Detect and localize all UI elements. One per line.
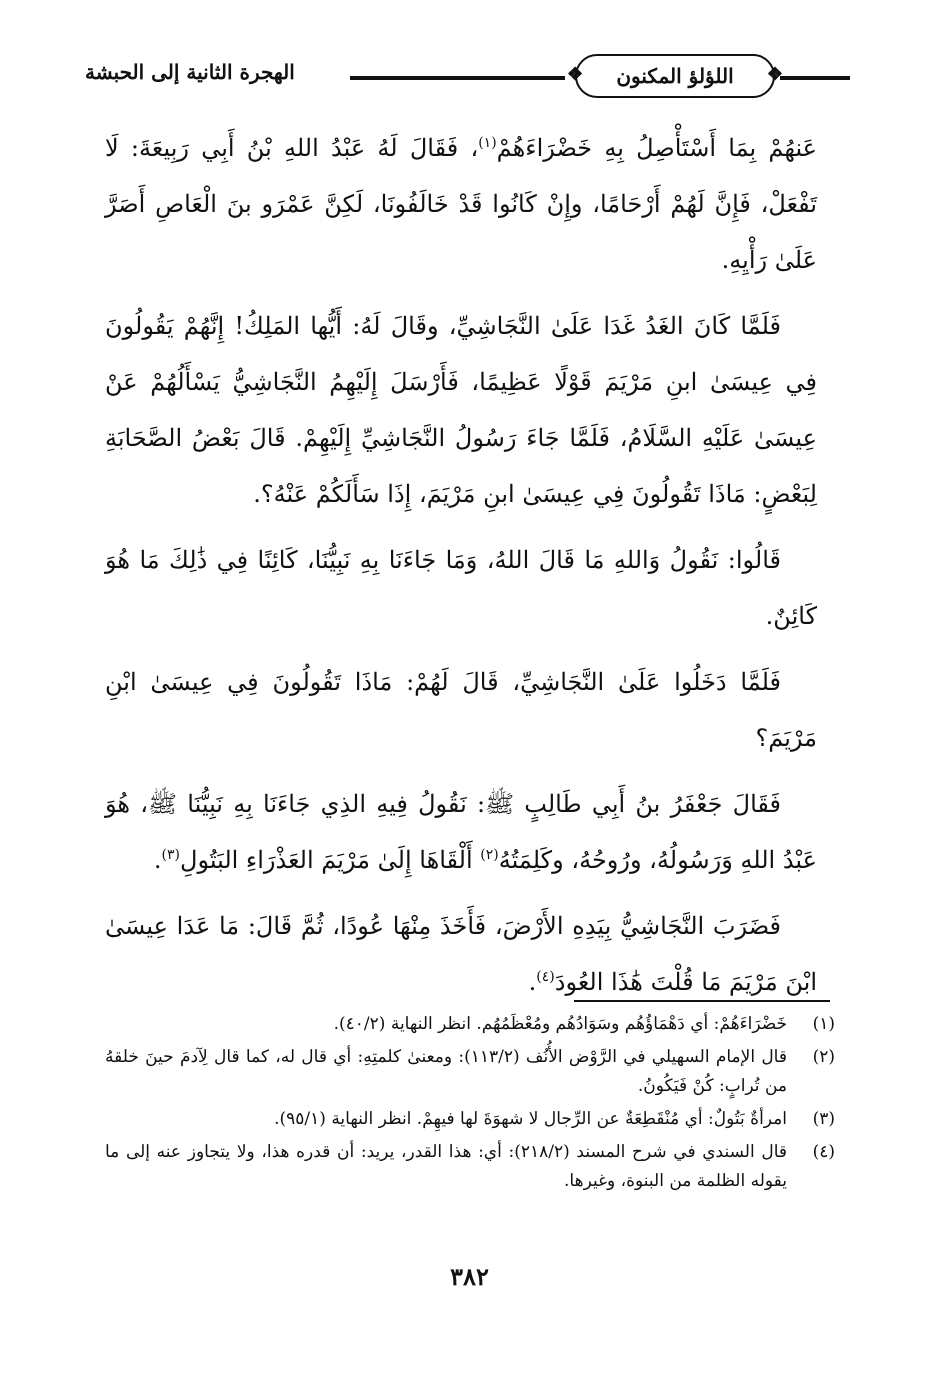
running-header [80, 50, 850, 110]
footnote-number: (٢) [812, 1047, 835, 1067]
footnote-item [105, 1010, 835, 1039]
paragraph: فَلَمَّا كَانَ الغَدُ غَدَا عَلَىٰ النَّجَاشِيِّ، وقَالَ لَهُ: أَيُّها المَلِكُ! إِنَّهُمْ يَقُولُونَ فِي عِيسَىٰ ابنِ مَرْيَمَ قَوْلًا عَظِيمًا، فَأَرْسَلَ إِلَيْهِمُ النَّجَاشِيُّ يَسْأَلُهُمْ عَنْ عِيسَىٰ عَلَيْهِ السَّلَامُ، فَلَمَّا جَاءَ رَسُولُ النَّجَاشِيِّ إِلَيْهِمْ. قَالَ بَعْضُ الصَّحَابَةِ لِبَعْضٍ: مَاذَا تَقُولُونَ فِي عِيسَىٰ ابنِ مَرْيَمَ، إِذَا سَأَلَكُمْ عَنْهُ؟. [105, 312, 817, 508]
paragraph: فَضَرَبَ النَّجَاشِيُّ بِيَدِهِ الأَرْضَ، فَأَخَذَ مِنْهَا عُودًا، ثُمَّ قَالَ: مَا عَدَا عِيسَىٰ ابْنَ مَرْيَمَ مَا قُلْتَ هَٰذَا العُودَ$^{(٤)}$. [105, 912, 817, 996]
book-title-cartouche [575, 54, 775, 98]
paragraph: عَنهُمْ بِمَا أَسْتَأْصِلُ بِهِ خَضْرَاءَهُمْ$^{(١)}$، فَقَالَ لَهُ عَبْدُ اللهِ بْنُ أَبِي رَبِيعَةَ: لَا تَفْعَلْ، فَإِنَّ لَهُمْ أَرْحَامًا، وإِنْ كَانُوا قَدْ خَالَفُونَا، لَكِنَّ عَمْرَو بنَ الْعَاصِ أَصَرَّ عَلَىٰ رَأْيِهِ. [105, 134, 818, 274]
footnote-ref[interactable]: (٣) [161, 847, 180, 863]
footnote-item [105, 1043, 835, 1101]
footnote-item [105, 1105, 835, 1134]
footnote-ref[interactable]: (٢) [480, 847, 499, 863]
paragraph: قَالُوا: نَقُولُ وَاللهِ مَا قَالَ اللهُ، وَمَا جَاءَنَا بِهِ نَبِيُّنَا، كَائِنًا فِي ذَٰلِكَ مَا هُوَ كَائِنٌ. [105, 546, 817, 630]
footnote-text: قال السندي في شرح المسند (٢١٨/٢): أي: هذا القدر، يريد: أن قدره هذا، ولا يتجاوز عنه إلى ما يقوله الظلمة من البنوة، وغيرها. [105, 1142, 787, 1191]
chapter-title: الهجرة الثانية إلى الحبشة [85, 60, 295, 84]
paragraph: فَقَالَ جَعْفَرُ بنُ أَبِي طَالِبٍ ﷺ: نَقُولُ فِيهِ الذِي جَاءَنَا بِهِ نَبِيُّنَا ﷺ، هُوَ عَبْدُ اللهِ وَرَسُولُهُ، ورُوحُهُ، وكَلِمَتُهُ$^{(٢)}$ أَلْقَاهَا إِلَىٰ مَرْيَمَ العَذْرَاءِ البَتُولِ$^{(٣)}$. [105, 790, 817, 874]
footnote-number: (٣) [812, 1109, 835, 1129]
footnote-text: خَضْرَاءَهُمْ: أي دَهْمَاؤُهُم وسَوَادُهُم ومُعْظَمُهُم. انظر النهاية (٤٠/٢). [333, 1014, 787, 1034]
footnote-number: (٤) [812, 1142, 835, 1162]
footnote-text: قال الإمام السهيلي في الرَّوْض الأُنُف (١١٣/٢): ومعنىٰ كلمتِهِ: أي قال له، كما قال لِآدمَ حينَ خلقهُ من تُرابٍ: كُنْ فَيَكُونُ. [105, 1047, 787, 1096]
footnote-ref[interactable]: (٤) [536, 969, 555, 985]
footnote-separator [574, 1000, 830, 1002]
footnotes [105, 1010, 835, 1200]
paragraph: فَلَمَّا دَخَلُوا عَلَىٰ النَّجَاشِيِّ، قَالَ لَهُمْ: مَاذَا تَقُولُونَ فِي عِيسَىٰ ابْنِ مَرْيَمَ؟ [105, 668, 817, 752]
header-rule-left [350, 76, 565, 80]
page-number: ٣٨٢ [450, 1262, 489, 1291]
book-title: ❖ اللؤلؤ المكنون [616, 64, 734, 88]
footnote-item [105, 1138, 835, 1196]
footnote-number: (١) [812, 1014, 835, 1034]
main-text [105, 120, 817, 1020]
footnote-ref[interactable]: (١) [478, 135, 497, 151]
footnote-text: امرأةٌ بَتُولٌ: أي مُنْقَطِعَةٌ عن الرِّجال لا شهوَةَ لها فيهِمْ. انظر النهاية (٩٥/١). [274, 1109, 787, 1129]
header-rule-right [780, 76, 850, 80]
